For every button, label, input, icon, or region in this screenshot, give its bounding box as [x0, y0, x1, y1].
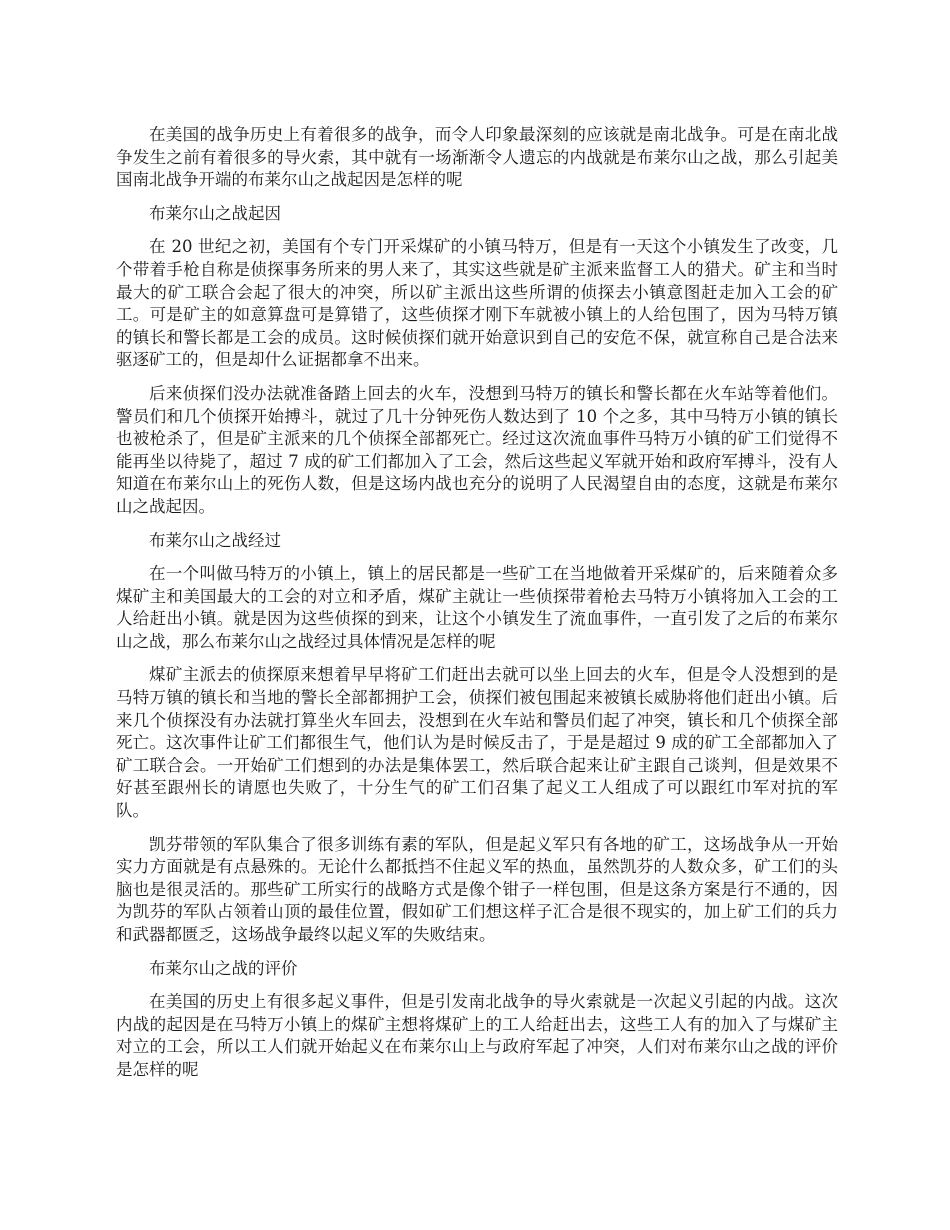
course-paragraph-1: 在一个叫做马特万的小镇上，镇上的居民都是一些矿工在当地做着开采煤矿的，后来随着众多煤矿主和美国最大的工会的对立和矛盾，煤矿主就让一些侦探带着枪去马特万小镇将加入工会的工人给赶出小镇。就是因为这些侦探的到来，让这个小镇发生了流血事件，一直引发了之后的布莱尔山之战，那么布莱尔山之战经过具体情况是怎样的呢: [116, 564, 838, 651]
intro-paragraph: 在美国的战争历史上有着很多的战争，而令人印象最深刻的应该就是南北战争。可是在南北战争发生之前有着很多的导火索，其中就有一场渐渐令人遗忘的内战就是布莱尔山之战，那么引起美国南北战争开端的布莱尔山之战起因是怎样的呢: [116, 125, 838, 190]
section-heading-course: 布莱尔山之战经过: [149, 530, 281, 550]
section-heading-evaluation: 布莱尔山之战的评价: [149, 958, 298, 978]
course-paragraph-3: 凯芬带领的军队集合了很多训练有素的军队，但是起义军只有各地的矿工，这场战争从一开始实力方面就是有点悬殊的。无论什么都抵挡不住起义军的热血，虽然凯芬的人数众多，矿工们的头脑也是很灵活的。那些矿工所实行的战略方式是像个钳子一样包围，但是这条方案是行不通的，因为凯芬的军队占领着山顶的最佳位置，假如矿工们想这样子汇合是很不现实的，加上矿工们的兵力和武器都匮乏，这场战争最终以起义军的失败结束。: [116, 834, 838, 944]
cause-paragraph-1: 在 20 世纪之初，美国有个专门开采煤矿的小镇马特万，但是有一天这个小镇发生了改变，几个带着手枪自称是侦探事务所来的男人来了，其实这些就是矿主派来监督工人的猎犬。矿主和当时最大的矿工联合会起了很大的冲突，所以矿主派出这些所谓的侦探去小镇意图赶走加入工会的矿工。可是矿主的如意算盘可是算错了，这些侦探才刚下车就被小镇上的人给包围了，因为马特万镇的镇长和警长都是工会的成员。这时候侦探们就开始意识到自己的安危不保，就宣称自己是合法来驱逐矿工的，但是却什么证据都拿不出来。: [116, 237, 838, 370]
section-heading-cause: 布莱尔山之战起因: [149, 203, 281, 223]
evaluation-paragraph-1: 在美国的历史上有很多起义事件，但是引发南北战争的导火索就是一次起义引起的内战。这次内战的起因是在马特万小镇上的煤矿主想将煤矿上的工人给赶出去，这些工人有的加入了与煤矿主对立的工会，所以工人们就开始起义在布莱尔山上与政府军起了冲突，人们对布莱尔山之战的评价是怎样的呢: [116, 992, 838, 1079]
course-paragraph-2: 煤矿主派去的侦探原来想着早早将矿工们赶出去就可以坐上回去的火车，但是令人没想到的是马特万镇的镇长和当地的警长全部都拥护工会，侦探们被包围起来被镇长威胁将他们赶出小镇。后来几个侦探没有办法就打算坐火车回去，没想到在火车站和警员们起了冲突，镇长和几个侦探全部死亡。这次事件让矿工们都很生气，他们认为是时候反击了，于是是超过 9 成的矿工全部都加入了矿工联合会。一开始矿工们想到的办法是集体罢工，然后联合起来让矿主跟自己谈判，但是效果不好甚至跟州长的请愿也失败了，十分生气的矿工们召集了起义工人组成了可以跟红巾军对抗的军队。: [116, 665, 838, 821]
cause-paragraph-2: 后来侦探们没办法就准备踏上回去的火车，没想到马特万的镇长和警长都在火车站等着他们。警员们和几个侦探开始搏斗，就过了几十分钟死伤人数达到了 10 个之多，其中马特万小镇的镇长也被枪杀了，但是矿主派来的几个侦探全部都死亡。经过这次流血事件马特万小镇的矿工们觉得不能再坐以待毙了，超过 7 成的矿工们都加入了工会，然后这些起义军就开始和政府军搏斗，没有人知道在布莱尔山上的死伤人数，但是这场内战也充分的说明了人民渴望自由的态度，这就是布莱尔山之战起因。: [116, 383, 838, 516]
document-body: [116, 124, 838, 1093]
